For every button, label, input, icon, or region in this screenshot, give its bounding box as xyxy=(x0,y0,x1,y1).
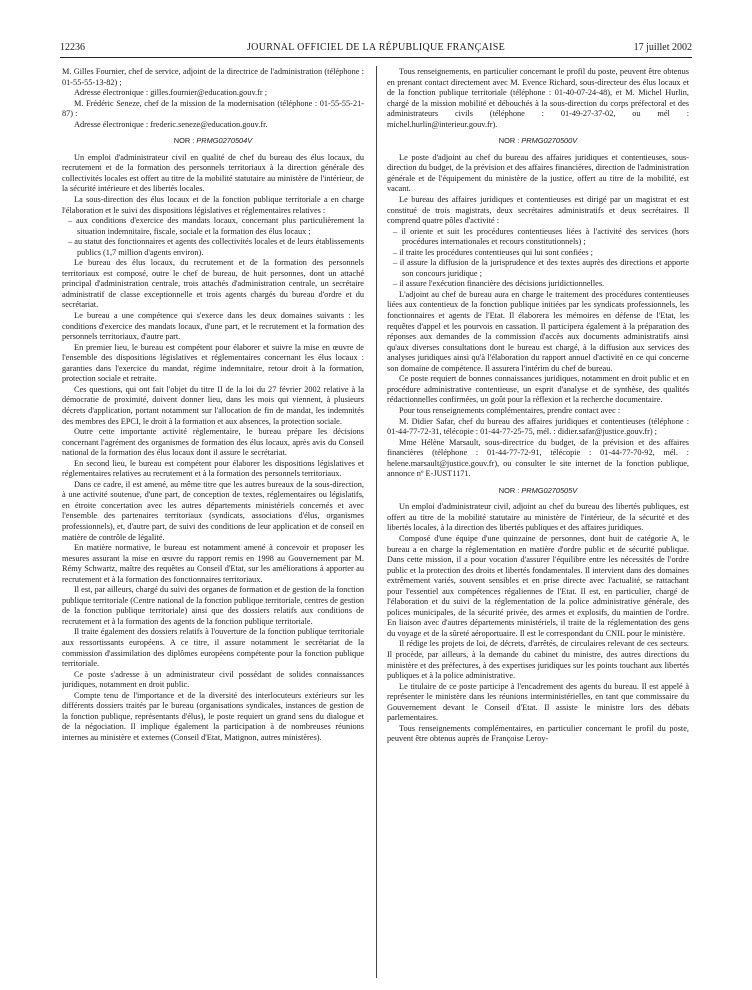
nor-code: PRMG0270504V xyxy=(196,136,253,146)
list-item: – il assure l'exécution financière des décisions juridictionnelles. xyxy=(393,279,605,289)
list-item: – au statut des fonctionnaires et agents des collectivités locales et de leurs établissements publics (1,7 million d'agents environ). xyxy=(68,237,364,257)
paragraph: Il traite également des dossiers relatifs à l'ouverture de la fonction publique territoriale aux ressortissants européens. A ce titre, il assure notamment le secrétariat de la commission d'assimilation des diplômes européens compétente pour la fonction publique territoriale. xyxy=(62,627,364,669)
nor-code: PRMG0270500V xyxy=(521,136,578,146)
paragraph: Dans ce cadre, il est amené, au même titre que les autres bureaux de la sous-direction, à une activité soutenue, d'une part, de conception de textes, réglementaires ou législatifs, en étroite concertation avec les autres départements ministériels concernés et avec l'ensemble des partenaires territoriaux (syndicats, associations d'élus, organismes professionnels), et, d'autre part, de suivi des conditions de leur application et de conseil en matière de contrôle de légalité. xyxy=(62,479,364,542)
page-header xyxy=(60,42,692,56)
header-rule xyxy=(60,57,692,58)
paragraph: En premier lieu, le bureau est compétent pour élaborer et suivre la mise en œuvre de l'ensemble des dispositions législatives et réglementaires concernant les élus locaux : garanties dans l'exercice du mandat, régime indemnitaire, retour droit à la formation, protection sociale et retraite. xyxy=(62,342,364,384)
paragraph: Tous renseignements complémentaires, en particulier concernant le profil du poste, peuvent être obtenus auprès de Françoise Leroy- xyxy=(387,723,689,744)
paragraph: Il rédige les projets de loi, de décrets, d'arrêtés, de circulaires relevant de ces secteurs. Il procède, par ailleurs, à la demande du cabinet du ministre, des autres directions du ministère et des préfectures, à des expertises juridiques sur les points touchant aux libertés publiques et à la police administrative. xyxy=(387,639,689,681)
paragraph: M. Gilles Fournier, chef de service, adjoint de la directrice de l'administration (téléphone : 01-55-55-13-82) ; xyxy=(62,67,364,87)
paragraph: Compte tenu de l'importance et de la diversité des interlocuteurs extérieurs sur les différents dossiers traités par le bureau (organisations syndicales, instances de gestion de la fonction publique, représentants d'élus), le poste requiert un grand sens du dialogue et de la négociation. Il implique également la participation à de nombreuses réunions internes au ministère et externes (Conseil d'Etat, Matignon, autres ministères). xyxy=(62,690,364,742)
paragraph: Ce poste requiert de bonnes connaissances juridiques, notamment en droit public et en procédure administrative contentieuse, un esprit d'analyse et de synthèse, des qualités rédactionnelles confirmées, un goût pour la réflexion et la recherche documentaire. xyxy=(387,374,689,405)
nor-label: NOR : xyxy=(173,136,195,146)
paragraph: Ce poste s'adresse à un administrateur civil possédant de solides connaissances juridiques, notamment en droit public. xyxy=(62,669,364,690)
list-item: – aux conditions d'exercice des mandats locaux, concernant plus particulièrement la situation indemnitaire, fiscale, sociale et la formation des élus locaux ; xyxy=(68,216,364,236)
publication-date: 17 juillet 2002 xyxy=(633,42,692,53)
paragraph: La sous-direction des élus locaux et de la fonction publique territoriale a en charge l'élaboration et le suivi des dispositions législatives et réglementaires relatives : xyxy=(62,195,364,215)
paragraph: L'adjoint au chef de bureau aura en charge le traitement des procédures contentieuses liées aux contentieux de la fonction publique initiées par les syndicats professionnels, les fonctionnaires et agents de l'Etat. Il élaborera les mémoires en défense de l'Etat, les requêtes d'appel et les pourvois en cassation. Il participera également à la préparation des réponses aux demandes de la commission d'accès aux documents administratifs ainsi qu'aux diverses consultations dont le bureau est chargé, à la diffusion aux services des analyses juridiques ainsi qu'à l'élaboration du rapport annuel d'activité en ce qui concerne son domaine de compétence. Il assurera l'intérim du chef de bureau. xyxy=(387,289,689,373)
paragraph: M. Frédéric Seneze, chef de la mission de la modernisation (téléphone : 01-55-55-21-87) : xyxy=(62,98,364,119)
paragraph: Un emploi d'administrateur civil, adjoint au chef du bureau des libertés publiques, est offert au titre de la mobilité statutaire au ministère de l'intérieur, de la sécurité et des libertés locales, à la direction des libertés publiques et des affaires juridiques. xyxy=(387,502,689,533)
paragraph: En matière normative, le bureau est notamment amené à concevoir et proposer les mesures assurant la mise en œuvre du rapport remis en 1998 au Gouvernement par M. Rémy Schwartz, maître des requêtes au Conseil d'Etat, sur les améliorations à apporter au recrutement et à la formation des fonctionnaires territoriaux. xyxy=(62,543,364,584)
paragraph: Tous renseignements, en particulier concernant le profil du poste, peuvent être obtenus en prenant contact directement avec M. Evence Richard, sous-directeur des élus locaux et de la fonction publique territoriale (téléphone : 01-40-07-24-48), et M. Michel Hurlin, chargé de la mission mobilité et débouchés à la sous-direction du corps préfectoral et des administrateurs civils (téléphone : 01-49-27-37-02, ou mél : michel.hurlin@interieur.gouv.fr). xyxy=(387,67,689,129)
paragraph: Composé d'une équipe d'une quinzaine de personnes, dont huit de catégorie A, le bureau a en charge la réglementation en matière d'ordre public et de sécurité publique. Dans cette mission, il a pour vocation d'assurer l'équilibre entre les nécessités de l'ordre public et la protection des droits et libertés fondamentales. Il intervient dans des domaines extrêmement variés, souvent sensibles et en prise directe avec l'actualité, se rattachant pour l'essentiel aux compétences régaliennes de l'Etat. Il est, en particulier, chargé de l'élaboration et du suivi de la réglementation de la police administrative générale, des polices municipales, de la sécurité privée, des armes et explosifs, du maintien de l'ordre. En liaison avec d'autres départements ministériels, il traite de la réglementation des gens du voyage et de la sûreté aéroportuaire. Il est le correspondant du CNIL pour le ministère. xyxy=(387,533,689,638)
list-item: – il assure la diffusion de la jurisprudence et des textes auprès des directions et apporte son concours juridique ; xyxy=(393,258,689,278)
paragraph: M. Didier Safar, chef du bureau des affaires juridiques et contentieuses (téléphone : 01-44-77-72-31, télécopie : 01-44-77-25-75, mél. : didier.safar@justice.gouv.fr) ; xyxy=(387,416,689,437)
nor-reference xyxy=(387,136,689,147)
journal-title: JOURNAL OFFICIEL DE LA RÉPUBLIQUE FRANÇAISE xyxy=(246,42,505,53)
paragraph: Le poste d'adjoint au chef du bureau des affaires juridiques et contentieuses, sous-direction du budget, de la prévision et des affaires financières, direction de l'administration générale et de l'équipement du ministère de la justice, offert au titre de la mobilité, est vacant. xyxy=(387,152,689,194)
paragraph: Adresse électronique : gilles.fournier@education.gouv.fr ; xyxy=(74,88,268,98)
paragraph: Mme Hélène Marsault, sous-directrice du budget, de la prévision et des affaires financières (téléphone : 01-44-77-72-91, télécopie : 01-44-77-70-92, mél. : helene.marsault@justice.gouv.fr), ou consulter le site internet de la fonction publique, annonce nº E-JUST1171. xyxy=(387,437,689,479)
nor-code: PRMG0270505V xyxy=(521,485,578,495)
left-column xyxy=(62,67,364,979)
nor-label: NOR : xyxy=(498,485,520,495)
nor-reference xyxy=(387,486,689,497)
paragraph: Le bureau a une compétence qui s'exerce dans les deux domaines suivants : les conditions d'exercice des mandats locaux, d'une part, et le recrutement et la formation des personnels territoriaux, d'autre part. xyxy=(62,311,364,342)
right-column xyxy=(387,67,689,979)
paragraph: Le bureau des affaires juridiques et contentieuses est dirigé par un magistrat et est constitué de trois magistrats, deux secrétaires administratifs et deux secrétaires. Il comprend quatre pôles d'activité : xyxy=(387,195,689,226)
list-item: – il traite les procédures contentieuses qui lui sont confiées ; xyxy=(393,247,593,257)
paragraph: Adresse électronique : frederic.seneze@education.gouv.fr. xyxy=(74,119,268,129)
paragraph: Pour tous renseignements complémentaires, prendre contact avec : xyxy=(399,405,621,415)
paragraph: Le titulaire de ce poste participe à l'encadrement des agents du bureau. Il est appelé à représenter le ministère dans les réunions interministérielles, en tant que commissaire du Gouvernement devant le Conseil d'Etat. Il assiste le ministre lors des débats parlementaires. xyxy=(387,681,689,723)
paragraph: Il est, par ailleurs, chargé du suivi des organes de formation et de gestion de la fonction publique territoriale (Centre national de la fonction publique territoriale, centres de gestion de la fonction publique territoriale) ainsi que des dossiers relatifs aux conditions de recrutement et à la formation des agents de la fonction publique territoriale. xyxy=(62,585,364,626)
paragraph: Outre cette importante activité réglementaire, le bureau prépare les décisions concernant l'agrément des organismes de formation des élus locaux, après avis du Conseil national de la formation des élus locaux dont il assure le secrétariat. xyxy=(62,427,364,458)
column-divider xyxy=(376,66,377,978)
list-item: – il oriente et suit les procédures contentieuses liées à l'activité des services (hors procédures internationales et recours constitutionnels) ; xyxy=(393,226,689,247)
nor-label: NOR : xyxy=(498,136,520,146)
nor-reference xyxy=(62,136,364,147)
paragraph: Ces questions, qui ont fait l'objet du titre II de la loi du 27 février 2002 relative à la démocratie de proximité, doivent donner lieu, dans les mois qui viennent, à plusieurs décrets d'application, portant notamment sur l'allocation de fin de mandat, les indemnités des membres des EPCI, le droit à la formation et aux absences, la protection sociale. xyxy=(62,384,364,426)
page-number: 12236 xyxy=(60,42,85,53)
paragraph: En second lieu, le bureau est compétent pour élaborer les dispositions législatives et réglementaires relatives au recrutement et à la formation des personnels territoriaux. xyxy=(62,458,364,479)
paragraph: Un emploi d'administrateur civil en qualité de chef du bureau des élus locaux, du recrutement et de la formation des personnels territoriaux à la direction générale des collectivités locales est offert au titre de la mobilité statutaire au ministère de l'intérieur, de la sécurité intérieure et des libertés locales. xyxy=(62,152,364,194)
paragraph: Le bureau des élus locaux, du recrutement et de la formation des personnels territoriaux est composé, outre le chef de bureau, de huit personnes, dont un attaché principal d'administration centrale, trois attachés d'administration centrale, un secrétaire administratif de classe exceptionnelle et trois agents chargés du bureau d'ordre et du secrétariat. xyxy=(62,258,364,310)
